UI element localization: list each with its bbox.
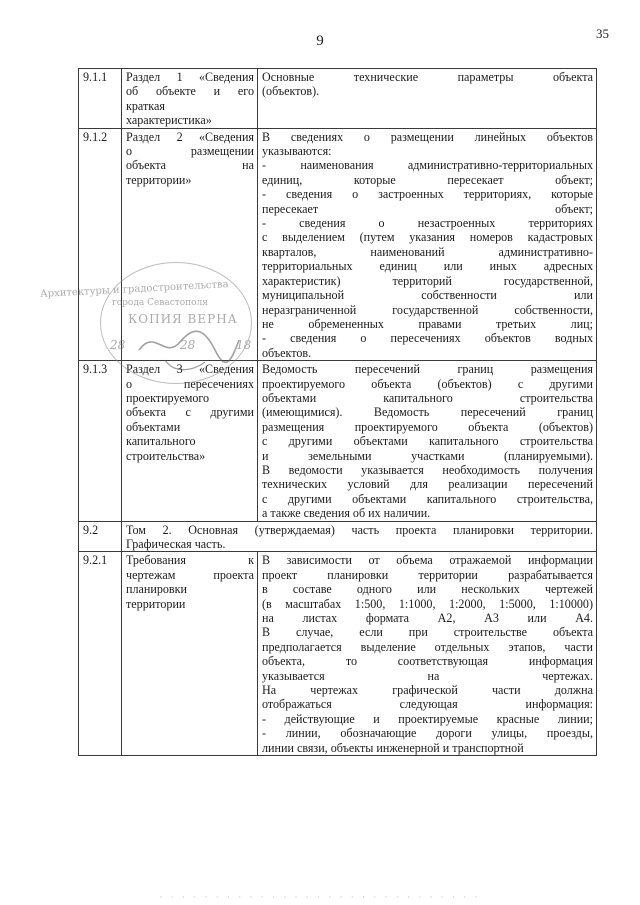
text-line: Раздел 3 «Сведения	[126, 362, 254, 377]
text-line: Том 2. Основная (утверждаемая) часть проекта планировки территории.	[126, 522, 593, 537]
text-line: характеристика»	[126, 113, 212, 128]
stamp-date-month: 28	[180, 338, 196, 352]
section-title	[122, 128, 258, 361]
text-line: - сведения о пересечениях объектов водных	[262, 331, 593, 346]
text-line: Раздел 1 «Сведения	[126, 70, 254, 84]
table-row	[79, 552, 597, 756]
text-line: объекта, то соответствующая информация	[262, 654, 593, 669]
stamp-text: города Севастополя	[112, 298, 208, 308]
text-line: объекта на	[126, 158, 254, 173]
section-content	[258, 361, 597, 521]
table-row	[79, 128, 597, 361]
text-line: о размещении	[126, 144, 254, 159]
text-line: муниципальной собственности или	[262, 288, 593, 303]
text-line: В зависимости от объема отражаемой информации	[262, 553, 593, 568]
text-line: строительства»	[126, 448, 206, 463]
text-line: Основные технические параметры объекта	[262, 70, 593, 84]
text-line: - сведения о незастроенных территориях	[262, 216, 593, 231]
text-line: краткая	[126, 98, 165, 113]
row-number: 9.1.2	[79, 128, 122, 361]
text-line: В ведомости указывается необходимость получения	[262, 462, 593, 477]
section-title	[122, 69, 258, 129]
stamp-text: Архитектуры и градостроительства	[39, 279, 229, 300]
text-line: территории	[126, 596, 186, 611]
text-line: проект планировки территории разрабатывается	[262, 567, 593, 582]
text-line: - наименования административно-территориальных	[262, 158, 593, 173]
text-line: предполагается выделение отдельных этапов, части	[262, 639, 593, 654]
text-line: о пересечениях	[126, 376, 254, 391]
section-content	[258, 552, 597, 756]
text-line: объектами капитального строительства	[262, 390, 593, 405]
text-line: - сведения о застроенных территориях, которые	[262, 187, 593, 202]
text-line: (имеющимися). Ведомость пересечений границ	[262, 405, 593, 420]
stamp-date-year: 18	[236, 338, 252, 352]
row-number: 9.1.1	[79, 69, 122, 129]
text-line: с выделением (путем указания номеров кадастровых	[262, 230, 593, 245]
text-line: указывается на чертежах.	[262, 668, 593, 683]
text-line: кварталов, наименований административно-	[262, 244, 593, 259]
text-line: В сведениях о размещении линейных объектов	[262, 129, 593, 144]
text-line: планировки	[126, 582, 187, 597]
text-line: и земельными участками (планируемыми).	[262, 448, 593, 463]
page-number-right: 35	[596, 26, 609, 41]
text-line: указываются:	[262, 144, 332, 159]
row-number: 9.2.1	[79, 552, 122, 756]
text-line: об объекте и его	[126, 84, 254, 99]
page-number-center: 9	[316, 33, 324, 49]
text-line: территориальных единиц или иных адресных	[262, 259, 593, 274]
row-number: 9.1.3	[79, 361, 122, 521]
section-title	[122, 552, 258, 756]
text-line: а также сведения об их наличии.	[262, 506, 431, 521]
text-line: (объектов).	[262, 84, 320, 99]
text-line: проектируемого объекта (объектов) с другими	[262, 376, 593, 391]
text-line: объектов.	[262, 345, 312, 360]
requirements-table	[78, 68, 597, 756]
section-title	[122, 361, 258, 521]
text-line: единиц, которые пересекает объект;	[262, 172, 593, 187]
stamp-date-day: 28	[110, 338, 126, 352]
text-line: Раздел 2 «Сведения	[126, 129, 254, 144]
scan-artifact: · · · · · · · · · · · · · · · · · · · · · · · · · · · · ·	[159, 892, 481, 902]
table-row	[79, 69, 597, 129]
text-line: с другими объектами капитального строительства	[262, 434, 593, 449]
text-line: неразграниченной государственной собственности,	[262, 302, 593, 317]
text-line: чертежам проекта	[126, 567, 254, 582]
text-line: с другими объектами капитального строительства,	[262, 491, 593, 506]
text-line: линии связи, объекты инженерной и транспортной	[262, 740, 524, 755]
text-line: - действующие и проектируемые красные линии;	[262, 711, 593, 726]
table-row	[79, 361, 597, 521]
text-line: на листах формата А2, А3 или А4.	[262, 611, 593, 626]
text-line: пересекает объект;	[262, 201, 593, 216]
section-content	[258, 128, 597, 361]
stamp-text: КОПИЯ ВЕРНА	[128, 312, 238, 326]
text-line: Графическая часть.	[126, 537, 226, 551]
section-heading	[122, 521, 597, 552]
text-line: объекта с другими	[126, 405, 254, 420]
text-line: На чертежах графической части должна	[262, 683, 593, 698]
text-line: объектами	[126, 419, 181, 434]
text-line: Ведомость пересечений границ размещения	[262, 362, 593, 377]
text-line: В случае, если при строительстве объекта	[262, 625, 593, 640]
table-row	[79, 521, 597, 552]
text-line: Требования к	[126, 553, 254, 568]
text-line: проектируемого	[126, 390, 210, 405]
row-number: 9.2	[79, 521, 122, 552]
text-line: в составе одного или нескольких чертежей	[262, 582, 593, 597]
section-content	[258, 69, 597, 129]
text-line: капитального	[126, 434, 196, 449]
text-line: характеристик) территорий государственной,	[262, 273, 593, 288]
text-line: технических условий для реализации пересечений	[262, 477, 593, 492]
text-line: - линии, обозначающие дороги улицы, проезды,	[262, 726, 593, 741]
text-line: территории»	[126, 172, 192, 187]
text-line: не обремененных правами третьих лиц;	[262, 316, 593, 331]
text-line: отображаться следующая информация:	[262, 697, 593, 712]
text-line: (в масштабах 1:500, 1:1000, 1:2000, 1:5000, 1:10000)	[262, 596, 593, 611]
text-line: размещения проектируемого объекта (объектов)	[262, 419, 593, 434]
